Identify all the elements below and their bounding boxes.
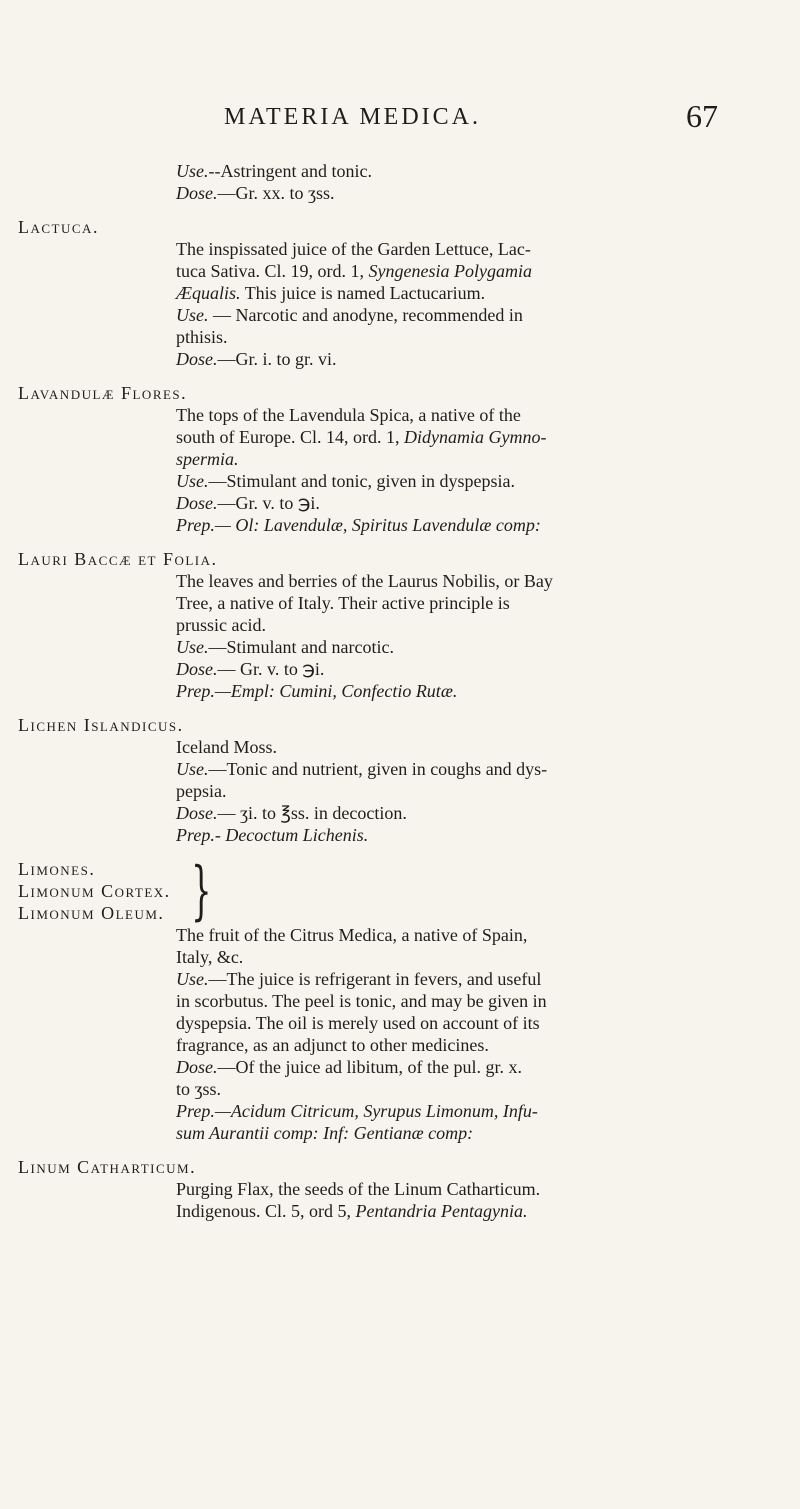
page-body <box>18 160 696 1234</box>
description: The inspissated juice of the Garden Lettuce, Lac- tuca Sativa. Cl. 19, ord. 1, Syngenesia Polygamia Æqualis. This juice is named Lactucarium. <box>176 239 532 303</box>
dose-line: Dose.— Gr. v. to ℈i. <box>176 659 325 679</box>
description: The tops of the Lavendula Spica, a native of the south of Europe. Cl. 14, ord. 1, Didynamia Gymno- spermia. <box>176 405 547 469</box>
page-header <box>0 98 800 144</box>
dose-line: Dose.—Gr. xx. to ʒss. <box>176 183 335 203</box>
use-line: Use.—Stimulant and tonic, given in dyspepsia. <box>176 471 515 491</box>
right-brace-icon: } <box>190 854 212 928</box>
description: The leaves and berries of the Laurus Nobilis, or Bay Tree, a native of Italy. Their active principle is prussic acid. <box>176 571 553 635</box>
description: Iceland Moss. <box>176 737 277 757</box>
entry-heading: Limonum Cortex. <box>18 881 171 901</box>
description: Purging Flax, the seeds of the Linum Catharticum. Indigenous. Cl. 5, ord 5, Pentandria Pentagynia. <box>176 1179 541 1221</box>
entry-heading: Lauri Baccæ et Folia. <box>18 549 218 569</box>
entry-heading: Lavandulæ Flores. <box>18 383 188 403</box>
use-line: Use.—Tonic and nutrient, given in coughs and dys- pepsia. <box>176 759 548 801</box>
entry-heading: Lichen Islandicus. <box>18 715 184 735</box>
prep-line: Prep.— Ol: Lavendulæ, Spiritus Lavendulæ comp: <box>176 515 541 535</box>
grouped-headings <box>18 854 578 928</box>
running-title: MATERIA MEDICA. <box>224 104 482 130</box>
entry-lauri <box>18 548 696 702</box>
dose-line: Dose.—Of the juice ad libitum, of the pul. gr. x. to ʒss. <box>176 1057 522 1099</box>
entry-lavandulae <box>18 382 696 536</box>
dose-line: Dose.—Gr. i. to gr. vi. <box>176 349 337 369</box>
entry-lactuca <box>18 216 696 370</box>
prep-line: Prep.- Decoctum Lichenis. <box>176 825 369 845</box>
entry-heading: Lactuca. <box>18 217 99 237</box>
entry-continued <box>136 160 696 204</box>
entry-lichen <box>18 714 696 846</box>
page-number: 67 <box>686 98 718 134</box>
entry-limones <box>18 854 696 1144</box>
use-line: Use.--Astringent and tonic. <box>176 161 372 181</box>
dose-line: Dose.— ʒi. to ℥ss. in decoction. <box>176 803 407 823</box>
prep-line: Prep.—Empl: Cumini, Confectio Rutæ. <box>176 681 458 701</box>
use-line: Use.—The juice is refrigerant in fevers, and useful in scorbutus. The peel is tonic, and may be given in dyspepsia. The oil is merely used on account of its fragrance, as an adjunct to other medicines. <box>176 969 547 1055</box>
entry-heading: Limonum Oleum. <box>18 903 165 923</box>
use-line: Use. — Narcotic and anodyne, recommended in pthisis. <box>176 305 523 347</box>
dose-line: Dose.—Gr. v. to ℈i. <box>176 493 320 513</box>
entry-heading: Limones. <box>18 859 96 879</box>
entry-heading: Linum Catharticum. <box>18 1157 197 1177</box>
description: The fruit of the Citrus Medica, a native of Spain, Italy, &c. <box>176 925 528 967</box>
entry-linum <box>18 1156 696 1222</box>
prep-line: Prep.—Acidum Citricum, Syrupus Limonum, Infu- sum Aurantii comp: Inf: Gentianæ comp: <box>176 1101 538 1143</box>
use-line: Use.—Stimulant and narcotic. <box>176 637 394 657</box>
